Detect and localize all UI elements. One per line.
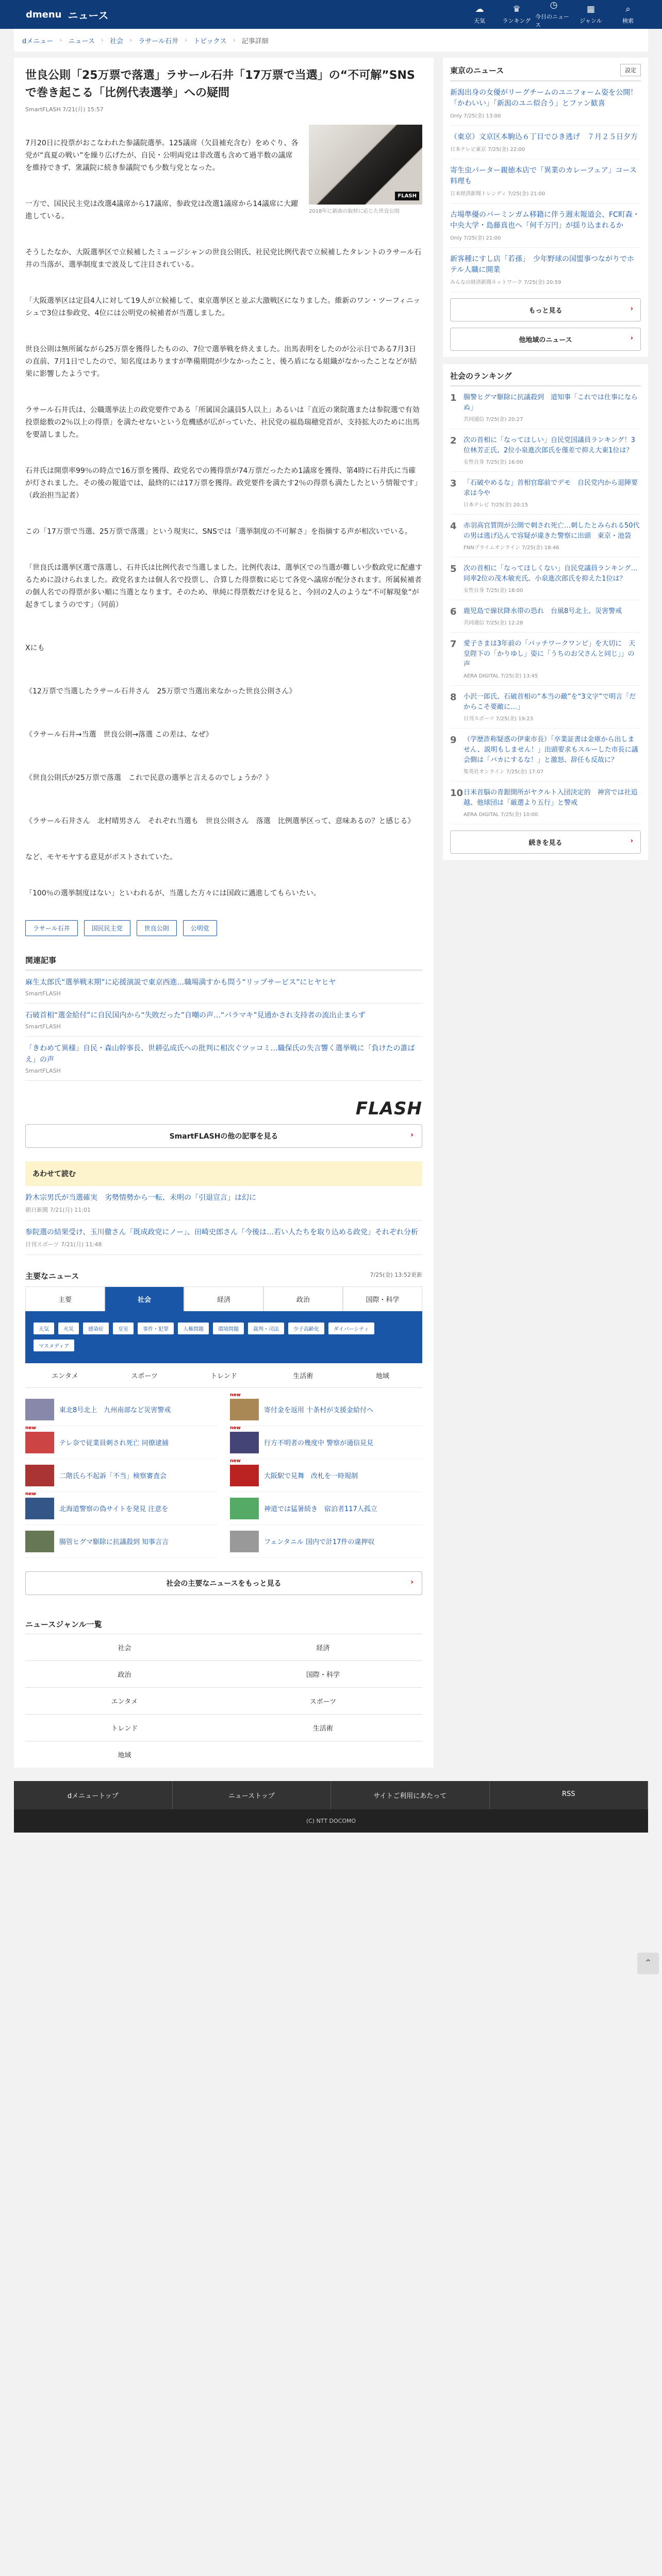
- tab-2[interactable]: 経済: [184, 1286, 263, 1311]
- category-link[interactable]: エンタメ: [52, 1372, 78, 1380]
- related-list: [25, 971, 422, 1081]
- tokyo-news-item[interactable]: [450, 81, 641, 126]
- news-item[interactable]: [230, 1459, 422, 1492]
- search-button[interactable]: ⌕ 検索: [622, 4, 634, 24]
- tab-0[interactable]: 主要: [25, 1286, 105, 1311]
- ranking-title[interactable]: 小沢一郎氏、石破首相の“本当の敵”を“3文字”で明言「だからこそ要敵に…」: [464, 693, 636, 711]
- ranking-title[interactable]: 「石破やめるな」首相官邸前でデモ 自民党内から退陣要求は今や: [464, 479, 638, 497]
- subcategory-pill[interactable]: ダイバーシティ: [328, 1323, 374, 1334]
- tokyo-news-title[interactable]: 新客種にすし店「若孫」 少年野球の国盟事つながりでホテル人職に開業: [450, 255, 634, 274]
- tokyo-news-box: [443, 58, 648, 357]
- news-item[interactable]: [230, 1492, 422, 1525]
- related-title[interactable]: 麻生太郎氏“選挙戦末期”に応援演説で東京西進…職場満すかも問う“リップサービス”にヒヤヒヤ: [25, 978, 336, 987]
- tokyo-heading: 東京のニュース: [450, 65, 504, 75]
- ranking-button[interactable]: ♛ ランキング: [502, 4, 531, 24]
- tokyo-news-title[interactable]: 寄生虫パーター親徳本店で「異業のカレーフェア」コース料理も: [450, 166, 637, 185]
- ranking-number: 8: [450, 692, 457, 703]
- article-paragraph: 《ラサール石井さん 北村晴男さん それぞれ当選も 世良公則さん 落選 比例選挙区って、意味あるの？と感じる》: [25, 817, 415, 825]
- article-column: [14, 58, 434, 1609]
- footer-link-terms[interactable]: サイトご利用にあたって: [331, 1781, 490, 1809]
- article-photo[interactable]: [309, 125, 422, 214]
- tokyo-news-source: みんなの経済新聞ネットワーク 7/25(金) 20:59: [450, 280, 561, 285]
- main-news-grid: [25, 1393, 422, 1558]
- main-news-tabs: [25, 1286, 422, 1313]
- subcategory-list: [25, 1313, 422, 1363]
- awasete-heading: あわせて読む: [25, 1161, 422, 1186]
- breadcrumb-news[interactable]: ニュース: [68, 37, 95, 45]
- ranking-source: 日本テレビ 7/25(金) 20:15: [464, 502, 528, 508]
- tokyo-news-source: 日本テレビ東京 7/25(金) 22:00: [450, 147, 525, 152]
- ranking-item[interactable]: [450, 600, 641, 633]
- article-paragraph: 石井氏は開票率99％の時点で16万票を獲得、政党名での獲得票が74万票だったため1議席を獲得、第4時に石井氏に当確が灯されました。その後の報道では、最終的には17万票を獲得。政党要件を満たす2％の得票も満たしたという情報です」（政治担当記者）: [25, 467, 422, 500]
- tokyo-more-button[interactable]: もっと見る ›: [450, 298, 641, 321]
- news-item[interactable]: [25, 1492, 218, 1525]
- ranking-number: 10: [450, 788, 464, 799]
- article-title: 世良公則「25万票で落選」ラサール石井「17万票で当選」の“不可解”SNSで巻き起こる「比例代表選挙」への疑問: [25, 69, 415, 99]
- category-link[interactable]: 地域: [375, 1372, 389, 1380]
- scroll-top-button[interactable]: [637, 1953, 659, 1974]
- weather-button[interactable]: ☁ 天気: [474, 4, 485, 24]
- tokyo-news-item[interactable]: [450, 204, 641, 248]
- chevron-up-icon: ⌃: [644, 1958, 652, 1969]
- news-thumbnail[interactable]: [230, 1458, 259, 1486]
- ranking-number: 3: [450, 478, 457, 489]
- ranking-title[interactable]: 鹿児島で線状降水帯の恐れ 台風8号北上、災害警戒: [464, 607, 622, 615]
- ranking-number: 9: [450, 735, 457, 745]
- ranking-item[interactable]: [450, 633, 641, 686]
- news-title[interactable]: 腸管ヒグマ駆除に抗議殺到 知事言言: [59, 1538, 169, 1546]
- ranking-title[interactable]: 次の首相に「なってほしい」自民党国議員ランキング！3位林芳正氏、2位小泉進次郎氏を僅差で抑え大東1位は？: [464, 436, 635, 454]
- genre-list-box: [14, 1609, 434, 1768]
- ranking-item[interactable]: [450, 782, 641, 824]
- article-meta: SmartFLASH 7/21(月) 15:57: [25, 106, 104, 113]
- news-thumbnail[interactable]: [230, 1425, 259, 1453]
- article-paragraph: 一方で、国民民主党は改選4議席から17議席、参政党は改選1議席から14議席に大躍進している。: [25, 200, 299, 221]
- other-region-button[interactable]: 他地域のニュース ›: [450, 328, 641, 351]
- news-title[interactable]: 行方不明者の幾度中 警察が通信見見: [264, 1439, 374, 1447]
- subcategory-pill[interactable]: 事件・犯罪: [138, 1323, 174, 1334]
- sidebar: [443, 58, 648, 867]
- news-title[interactable]: 大阪駅で見舞 改札を一時規制: [264, 1472, 358, 1480]
- new-badge: new: [230, 1458, 241, 1464]
- article-paragraph: 《ラサール石井→当選 世良公則→落選 この差は、なぜ》: [25, 731, 213, 739]
- flash-logo: FLASH: [355, 1098, 422, 1119]
- article-paragraph: Xにも: [25, 644, 45, 652]
- news-thumbnail[interactable]: [230, 1392, 259, 1420]
- breadcrumb: dメニュー › ニュース › 社会 › ラサール石井 › トピックス › 記事詳細: [14, 29, 648, 52]
- news-item[interactable]: [230, 1393, 422, 1426]
- brand-logo[interactable]: dmenu: [26, 9, 62, 20]
- ranking-box: [443, 364, 648, 860]
- today-button[interactable]: ◷ 今日のニュース: [535, 0, 569, 28]
- ranking-title[interactable]: 愛子さまは3年前の「パッチワークワンピ」を大切に 天皇陛下の「かりゆし」姿に「うちのお父さんと同じ」」の声: [464, 640, 636, 668]
- news-title[interactable]: 寄付金を返用 十条村が支援金給付へ: [264, 1406, 374, 1414]
- tab-3[interactable]: 政治: [263, 1286, 343, 1311]
- subcategory-pill[interactable]: 天気: [34, 1323, 54, 1334]
- subcategory-pill[interactable]: 感染症: [83, 1323, 109, 1334]
- ranking-number: 4: [450, 521, 457, 532]
- news-title[interactable]: 北海道警察の偽サイトを発見 注意を: [59, 1505, 169, 1513]
- new-badge: new: [230, 1392, 241, 1398]
- related-source: SmartFLASH: [25, 990, 61, 997]
- related-title[interactable]: 「きわめて異様」自民・森山幹事長、世耕弘成氏への批判に相次ぐツッコミ…職保氏の失言響く選挙戦に「負けたの誰ばえ」の声: [25, 1044, 415, 1064]
- ranking-heading: 社会のランキング: [450, 371, 512, 381]
- news-thumbnail[interactable]: [25, 1531, 54, 1552]
- news-item[interactable]: [230, 1426, 422, 1459]
- tokyo-news-item[interactable]: [450, 248, 641, 292]
- ranking-item[interactable]: [450, 728, 641, 782]
- photo-badge: FLASH: [395, 192, 419, 200]
- chevron-right-icon: ›: [410, 1578, 413, 1586]
- footer-link-dmenu[interactable]: dメニュートップ: [14, 1781, 173, 1809]
- ranking-item[interactable]: [450, 515, 641, 557]
- chevron-right-icon: ›: [630, 837, 633, 845]
- chevron-right-icon: ›: [630, 334, 633, 342]
- flash-more-button[interactable]: SmartFLASHの他の記事を見る ›: [25, 1124, 422, 1148]
- awasete-item[interactable]: [25, 1221, 422, 1255]
- awasete-source: 日刊スポーツ 7/21(月) 11:48: [25, 1241, 102, 1248]
- related-source: SmartFLASH: [25, 1023, 61, 1030]
- subcategory-pill[interactable]: 皇室: [113, 1323, 134, 1334]
- related-title[interactable]: 石破首相“選金給付”に自民国内から“失敗だった”自嘲の声…“パラマキ”見通かされ支持者の流出止まらず: [25, 1011, 366, 1020]
- ranking-number: 1: [450, 393, 457, 403]
- article-paragraph: 「大阪選挙区は定員4人に対して19人が立候補して、東京選挙区と並ぶ大激戦区になりました。維新のワン・ツーフィニッシュで3位は参政党、4位には公明党の候補者が当選しました。: [25, 297, 421, 317]
- category-link[interactable]: 生活術: [293, 1372, 313, 1380]
- article-body: [25, 137, 422, 900]
- ranking-title[interactable]: （学歴詐称疑惑の伊東市長）「卒業証書は金庫から出しません、説明もしません！」出頭要求もスルーした市長に議会側は「バカにするな！」と激怒、辞任も反故に？: [464, 736, 638, 764]
- genre-link[interactable]: エンタメ: [25, 1687, 224, 1714]
- society-more-button[interactable]: 社会の主要なニュースをもっと見る ›: [25, 1571, 422, 1595]
- new-badge: new: [25, 1491, 36, 1497]
- subcategory-pill[interactable]: 少子高齢化: [288, 1323, 324, 1334]
- tokyo-news-title[interactable]: 新潟出身の女優がリーグチームのユニフォーム姿を公開！「かわいい」「新潟のユニ似合う」とファン歓喜: [450, 89, 638, 108]
- category-link[interactable]: スポーツ: [131, 1372, 158, 1380]
- genre-link[interactable]: 国際・科学: [224, 1660, 422, 1687]
- tag-link[interactable]: 国民民主党: [84, 920, 130, 936]
- tokyo-news-source: 日本経済新聞トレンディ 7/25(金) 21:00: [450, 191, 545, 197]
- ranking-source: 日刊スポーツ 7/25(金) 19:23: [464, 716, 534, 722]
- ranking-item[interactable]: [450, 686, 641, 728]
- news-title[interactable]: 東北8号北上 九州南部など災害警戒: [59, 1406, 171, 1414]
- site-header: [0, 0, 662, 29]
- news-item[interactable]: [25, 1525, 218, 1558]
- new-badge: new: [230, 1425, 241, 1431]
- ranking-number: 2: [450, 435, 457, 446]
- subcategory-pill[interactable]: 火災: [58, 1323, 79, 1334]
- breadcrumb-topics[interactable]: トピックス: [193, 37, 227, 45]
- ranking-title[interactable]: 赤羽高官質問が公開で刺され死亡…刺したとみられる50代の男は逃げ込んで容疑が違きた警察に出頭 東京・池袋: [464, 522, 640, 540]
- article-paragraph: など、モヤモヤする意見がポストされていた。: [25, 853, 177, 861]
- clock-icon: ◷: [550, 0, 558, 10]
- genre-link[interactable]: [224, 1741, 422, 1768]
- genre-link[interactable]: 生活術: [224, 1714, 422, 1741]
- awasete-source: 朝日新聞 7/21(月) 11:01: [25, 1207, 91, 1213]
- ranking-more-button[interactable]: 続きを見る ›: [450, 831, 641, 854]
- category-link[interactable]: トレンド: [210, 1372, 237, 1380]
- grid-icon: ▦: [586, 4, 595, 14]
- article-paragraph: 《12万票で当選したラサール石井さん 25万票で当選出来なかった世良公則さん》: [25, 687, 296, 696]
- ranking-item[interactable]: [450, 557, 641, 600]
- ranking-source: 集英社オンライン 7/25(金) 17:07: [464, 769, 544, 775]
- ranking-source: 女性自身 7/25(金) 16:00: [464, 460, 523, 465]
- ranking-title[interactable]: 日米首脳の青銀開所がヤクルト入団決定的 神宮では社追越、他球団は「厳選より五行」と警戒: [464, 789, 638, 807]
- logo[interactable]: [26, 7, 108, 22]
- main-news-header: 主要なニュース 7/25(金) 13:52更新: [25, 1272, 422, 1281]
- ranking-source: AERA DIGITAL 7/25(金) 13:45: [464, 673, 538, 679]
- awasete-title[interactable]: 参院選の結果受け、玉川徹さん「既成政党にノー」、田崎史郎さん「今後は…若い人たちを取り込める政党」それぞれ分析: [25, 1228, 419, 1236]
- photo-caption: 2018年に新曲の取材に応じた世良公則: [309, 209, 400, 214]
- article-paragraph: そうしたなか、大阪選挙区で立候補したミュージシャンの世良公則氏、社民党比例代表で立候補したタレントのラサール石井の当落が、選挙制度まで波及して注目されている。: [25, 248, 422, 269]
- breadcrumb-topic[interactable]: ラサール石井: [138, 37, 178, 45]
- breadcrumb-society[interactable]: 社会: [110, 37, 124, 45]
- related-item[interactable]: [25, 1037, 422, 1081]
- genre-button[interactable]: ▦ ジャンル: [580, 4, 602, 24]
- chevron-right-icon: ›: [410, 1131, 413, 1139]
- subcategory-pill[interactable]: 環境問題: [213, 1323, 244, 1334]
- awasete-title[interactable]: 鈴木宗男氏が当選確実 劣勢情勢から一転、未明の「引退宣言」は幻に: [25, 1194, 256, 1202]
- subcategory-pill[interactable]: マスメディア: [34, 1340, 74, 1351]
- ranking-source: AERA DIGITAL 7/25(金) 10:00: [464, 812, 538, 818]
- genre-link[interactable]: スポーツ: [224, 1687, 422, 1714]
- news-thumbnail[interactable]: [25, 1425, 54, 1453]
- related-heading: 関連記事: [25, 950, 422, 971]
- ranking-source: 女性自身 7/25(金) 18:00: [464, 588, 523, 594]
- ranking-number: 6: [450, 606, 457, 617]
- photo-image[interactable]: [309, 125, 422, 205]
- tokyo-news-item[interactable]: [450, 159, 641, 204]
- new-badge: new: [25, 1425, 36, 1431]
- related-item[interactable]: [25, 1004, 422, 1037]
- news-thumbnail[interactable]: [230, 1531, 259, 1552]
- article-paragraph: 《世良公則氏が25万票で落選 これで民意の選挙と言えるのでしょうか？》: [25, 774, 273, 782]
- ranking-source: FNNプライムオンライン 7/25(金) 18:46: [464, 545, 559, 551]
- ranking-source: 共同通信 7/25(金) 20:27: [464, 417, 523, 422]
- news-item[interactable]: [25, 1426, 218, 1459]
- ranking-item[interactable]: [450, 386, 641, 429]
- tab-1[interactable]: 社会: [105, 1286, 184, 1311]
- footer-nav: [14, 1781, 648, 1809]
- news-title[interactable]: フェンタニル 国内で計17件の違押収: [264, 1538, 375, 1546]
- tag-link[interactable]: 世良公則: [137, 920, 177, 936]
- news-title[interactable]: 二階氏ら不起訴「不当」検察審査会: [59, 1472, 167, 1480]
- tokyo-news-title[interactable]: （東京）文京区本駒込６丁目でひき逃げ ７月２５日夕方: [450, 133, 638, 141]
- category-row: [25, 1363, 422, 1388]
- settings-button[interactable]: 設定: [620, 64, 641, 76]
- copyright: (C) NTT DOCOMO: [14, 1809, 648, 1833]
- ranking-item[interactable]: [450, 472, 641, 515]
- ranking-number: 5: [450, 564, 457, 574]
- news-title[interactable]: 神道では猛暑続き 宿泊者117人孤立: [264, 1505, 377, 1513]
- subcategory-pill[interactable]: 人権問題: [178, 1323, 209, 1334]
- news-thumbnail[interactable]: [230, 1498, 259, 1519]
- genre-heading: ニュースジャンル一覧: [25, 1620, 102, 1629]
- tokyo-news-source: Only 7/25(金) 13:00: [450, 113, 501, 119]
- article-paragraph: 「100％の選挙制度はない」といわれるが、当選した方々には国政に邁進してもらいたい。: [25, 889, 321, 897]
- chevron-right-icon: ›: [630, 305, 633, 313]
- article-paragraph: 7月20日に投票がおこなわれた参議院選挙。125議席（欠員補充含む）をめぐり、各党が“真夏の戦い”を繰り広げたが、自民・公明両党は非改選も含めて過半数の議席を維持できず、衆議院に続き参議院でも少数与党となった。: [25, 139, 299, 172]
- genre-link[interactable]: 政治: [25, 1660, 224, 1687]
- footer-link-newstop[interactable]: ニューストップ: [173, 1781, 332, 1809]
- breadcrumb-current: 記事詳細: [241, 37, 269, 45]
- tag-link[interactable]: ラサール石井: [25, 920, 78, 936]
- tokyo-news-item[interactable]: [450, 126, 641, 159]
- tag-list: [25, 920, 422, 936]
- section-title: ニュース: [68, 9, 109, 22]
- ranking-title[interactable]: 次の首相に「なってほしくない」自民党議員ランキング…同率2位の茂木敏充氏、小泉進次郎氏を抑えた1位は？: [464, 565, 638, 583]
- tokyo-news-source: Only 7/25(金) 21:00: [450, 235, 501, 241]
- genre-link[interactable]: トレンド: [25, 1714, 224, 1741]
- crown-icon: ♛: [512, 4, 521, 14]
- related-source: SmartFLASH: [25, 1067, 61, 1074]
- weather-icon: ☁: [475, 4, 484, 14]
- ranking-item[interactable]: [450, 429, 641, 472]
- footer-link-rss[interactable]: RSS: [490, 1781, 649, 1809]
- news-thumbnail[interactable]: [25, 1465, 54, 1486]
- article-paragraph: この「17万票で当選、25万票で落選」という現実に、SNSでは「選挙制度の不可解さ」を指摘する声が相次いでいる。: [25, 528, 412, 536]
- article-paragraph: 「世良氏は選挙区選で落選し、石井氏は比例代表で当選しました。比例代表は、選挙区での当選が難しい少数政党に配慮するために設けられました。政党名または個人名で投票し、合算した得票数に応じて各党へ議席が配分されます。所属候補者の個人名での得票が多い順に当選となります。そのため、単純に得票数だけを見ると、今回の2人のような“不可解現象”が起きてしまうのです」（同前）: [25, 564, 422, 609]
- ranking-title[interactable]: 腸警ヒグマ駆除に抗議殺到 道知事「これでは仕事にならぬ」: [464, 394, 638, 412]
- related-item[interactable]: [25, 971, 422, 1004]
- genre-link[interactable]: 地域: [25, 1741, 224, 1768]
- tokyo-news-title[interactable]: 古場準優のバーミンガム移籍に伴う週末報道会、FC町森・中央大学・島藤真也へ「何千万円」が揺り込まれるか: [450, 211, 640, 230]
- subcategory-pill[interactable]: 裁判・司法: [248, 1323, 284, 1334]
- genre-link[interactable]: 社会: [25, 1634, 224, 1660]
- article-paragraph: ラサール石井氏は、公職選挙法上の政党要件である「所属国会議員5人以上」あるいは「直近の衆院選または参院選で有効投票総数の2％以上の得票」を満たせないという危機感が広がっていた、社民党の福島瑞穂党首が、支持拡大のために出馬を要請しました。: [25, 406, 420, 439]
- tag-link[interactable]: 公明党: [183, 920, 217, 936]
- awasete-list: [25, 1186, 422, 1255]
- breadcrumb-dmenu[interactable]: dメニュー: [22, 37, 54, 45]
- news-thumbnail[interactable]: [25, 1491, 54, 1519]
- tab-4[interactable]: 国際・科学: [343, 1286, 422, 1311]
- news-item[interactable]: [25, 1393, 218, 1426]
- news-item[interactable]: [25, 1459, 218, 1492]
- ranking-source: 共同通信 7/25(金) 12:28: [464, 620, 523, 626]
- news-thumbnail[interactable]: [25, 1399, 54, 1420]
- news-title[interactable]: テレ奈で従業員刺され死亡 同僚逮捕: [59, 1439, 169, 1447]
- genre-link[interactable]: 経済: [224, 1634, 422, 1660]
- article-paragraph: 世良公則は無所属ながら25万票を獲得したものの、7位で選挙戦を終えました。出馬表明をしたのが公示日である7月3日の直前、7月1日でしたので、知名度はありますが準備期間が少なかったこと、後ろ盾になる組織がなかったことなどが結果に影響したようです。: [25, 345, 417, 378]
- ranking-number: 7: [450, 639, 457, 650]
- awasete-item[interactable]: [25, 1186, 422, 1221]
- search-icon: ⌕: [625, 4, 631, 14]
- news-item[interactable]: [230, 1525, 422, 1558]
